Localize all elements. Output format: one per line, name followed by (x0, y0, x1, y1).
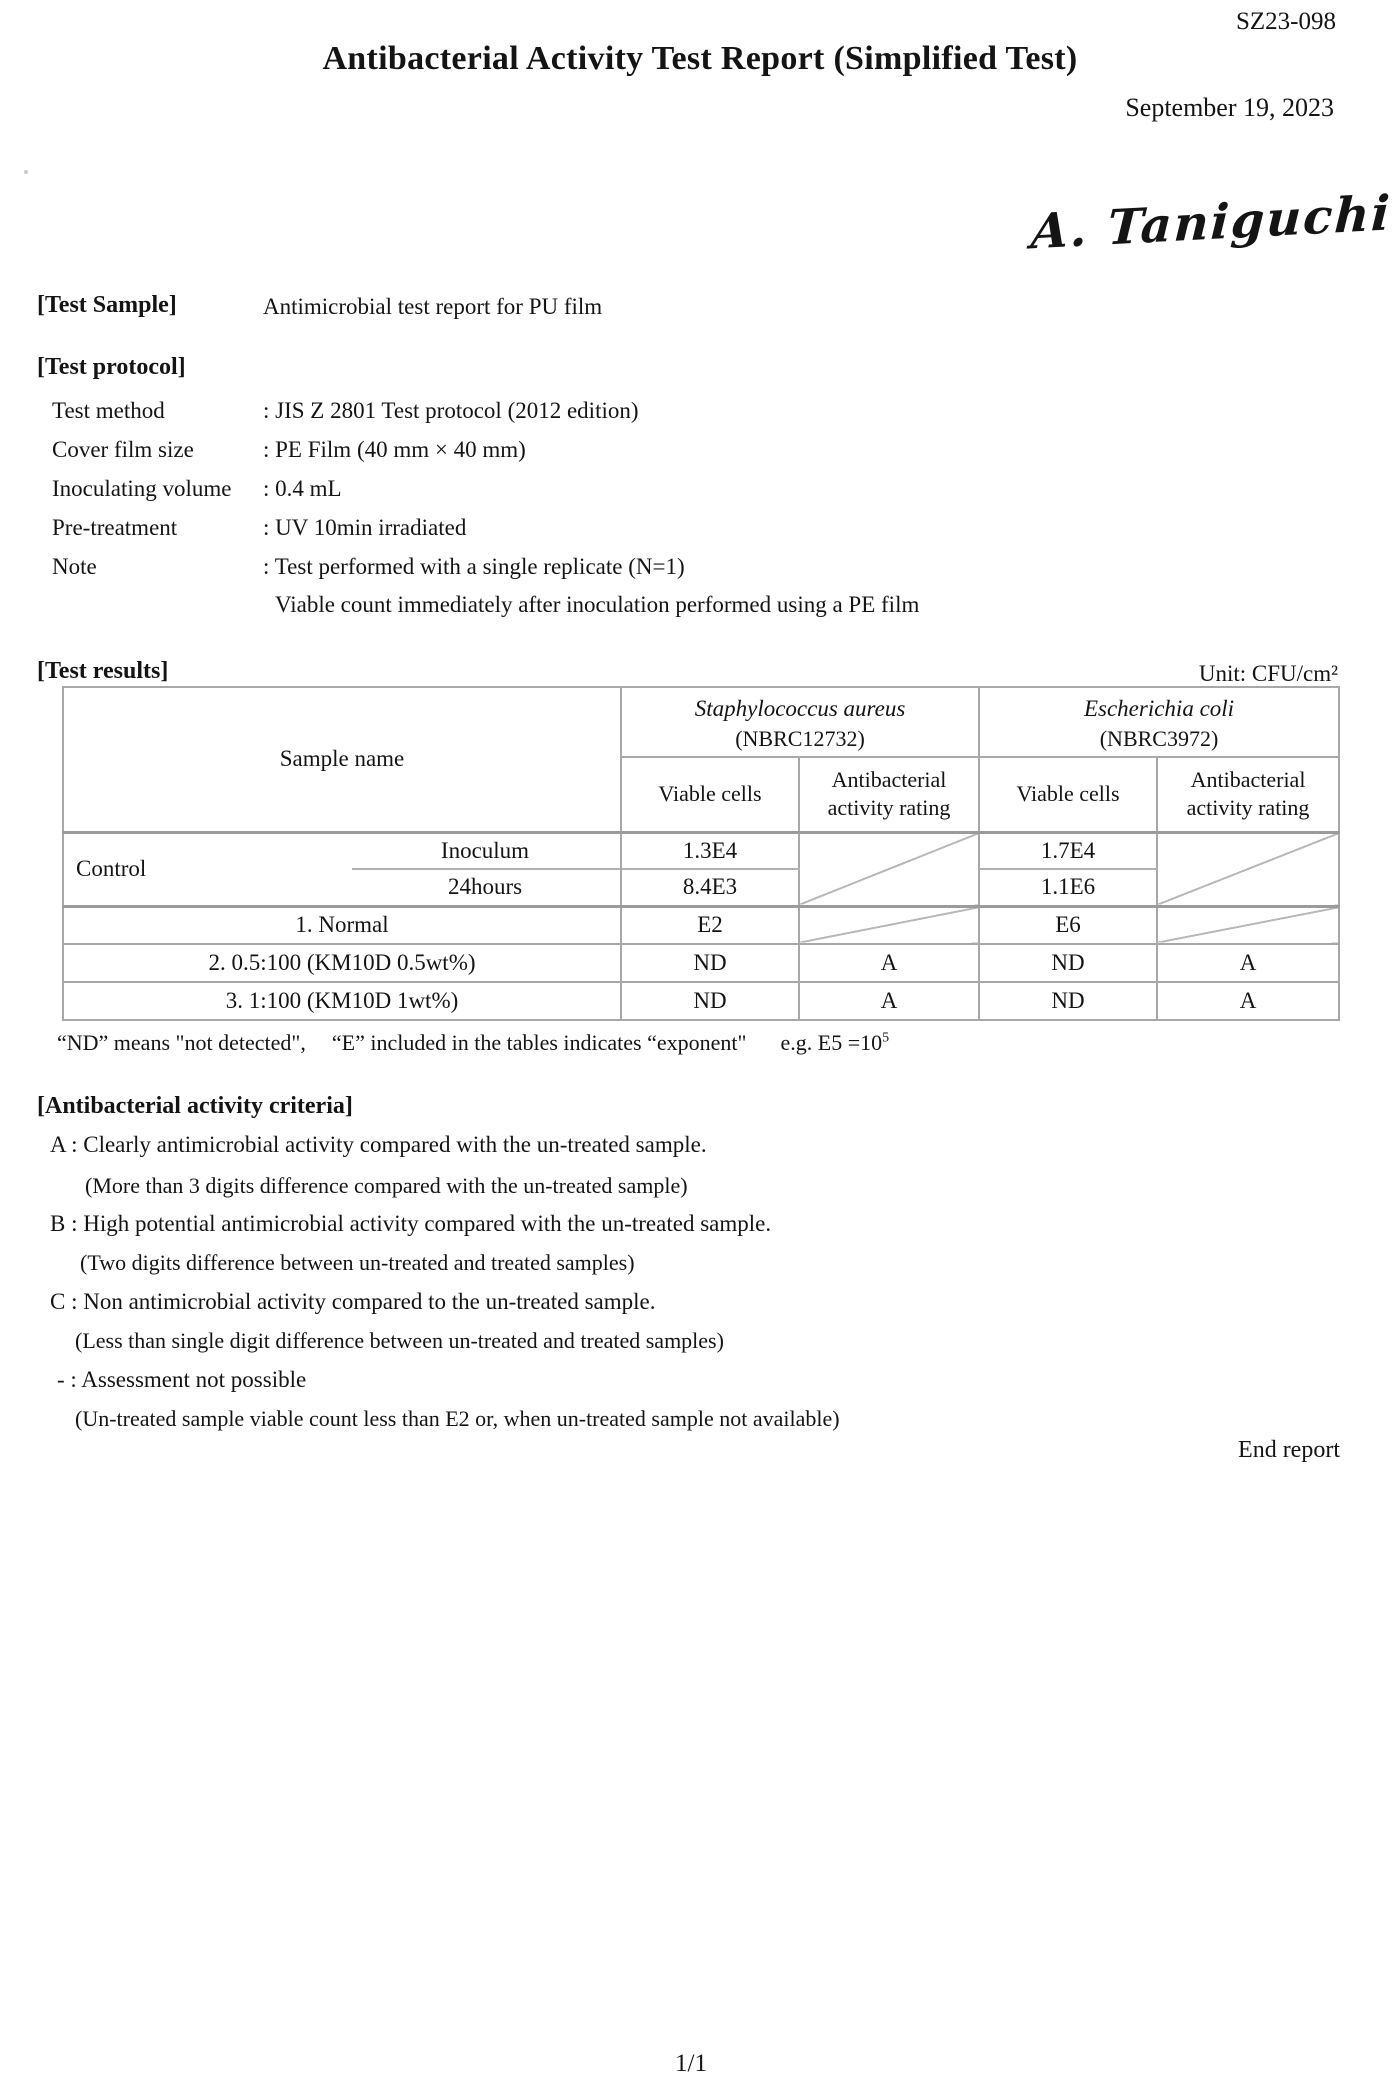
cell-ec-viable: 1.1E6 (979, 869, 1157, 906)
rating-line1: Antibacterial (1190, 766, 1306, 792)
species-name: Escherichia coli (1083, 696, 1235, 722)
end-report-label: End report (1238, 1437, 1340, 1463)
test-protocol-heading: [Test protocol] (37, 354, 186, 380)
rating-line2: activity rating (827, 795, 951, 821)
cell-sa-viable: 8.4E3 (621, 869, 799, 906)
cell-ec-viable: ND (979, 982, 1157, 1020)
results-table (62, 686, 1340, 1021)
control-sample-cell (63, 832, 621, 906)
criteria-code: C : (50, 1289, 78, 1314)
protocol-row-name: Inoculating volume (52, 476, 232, 501)
cell-ec-rating: A (1157, 944, 1339, 982)
table-row-control-inoculum (63, 832, 1339, 869)
cell-sample-name: 2. 0.5:100 (KM10D 0.5wt%) (63, 944, 621, 982)
cell-sa-viable: ND (621, 982, 799, 1020)
criteria-code: A : (50, 1132, 78, 1157)
header-species-ecoli (979, 687, 1339, 757)
species-name: Staphylococcus aureus (694, 696, 906, 722)
strain-code: (NBRC3972) (1099, 725, 1219, 751)
control-time-24hours: 24hours (447, 873, 523, 899)
diagonal-cell (1157, 906, 1339, 944)
footnote-part2: “E” included in the tables indicates “exponent" (331, 1030, 747, 1055)
document-number: SZ23-098 (1236, 8, 1336, 35)
criteria-item (57, 1367, 306, 1393)
header-sample-name: Sample name (63, 687, 621, 832)
criteria-desc: Assessment not possible (81, 1367, 307, 1392)
criteria-desc: Non antimicrobial activity compared to the un-treated sample. (83, 1289, 656, 1314)
protocol-row-value: : UV 10min irradiated (263, 515, 467, 540)
protocol-row-value: : Test performed with a single replicate (N=1) (263, 554, 685, 579)
criteria-item (50, 1289, 655, 1315)
scan-artifact-dot (24, 170, 28, 174)
rating-line1: Antibacterial (831, 766, 947, 792)
protocol-note-extra: Viable count immediately after inoculation performed using a PE film (275, 592, 920, 617)
footnote-part1: “ND” means "not detected", (57, 1030, 306, 1055)
cell-sample-name: 3. 1:100 (KM10D 1wt%) (63, 982, 621, 1020)
control-divider-line (352, 868, 620, 870)
protocol-row-name: Pre-treatment (52, 515, 178, 540)
table-row-sample (63, 944, 1339, 982)
header-species-saureus (621, 687, 979, 757)
criteria-detail: (Two digits difference between un-treated and treated samples) (80, 1250, 635, 1275)
criteria-item (50, 1132, 707, 1158)
control-time-inoculum: Inoculum (440, 838, 530, 864)
cell-ec-viable: 1.7E4 (979, 832, 1157, 869)
criteria-item (50, 1211, 771, 1237)
header-viable-cells-sa: Viable cells (621, 757, 799, 832)
criteria-desc: Clearly antimicrobial activity compared with the un-treated sample. (83, 1132, 707, 1157)
protocol-row-value: : 0.4 mL (263, 476, 342, 501)
cell-sa-viable: 1.3E4 (621, 832, 799, 869)
diagonal-cell (799, 906, 979, 944)
diagonal-cell (799, 832, 979, 906)
footnote-example-exponent: 5 (882, 1030, 890, 1046)
criteria-detail: (More than 3 digits difference compared with the un-treated sample) (85, 1173, 688, 1198)
cell-sa-rating: A (799, 982, 979, 1020)
control-label: Control (76, 856, 147, 881)
table-row-sample (63, 982, 1339, 1020)
protocol-row-name: Test method (52, 398, 165, 423)
criteria-code: - : (57, 1367, 77, 1392)
test-results-heading: [Test results] (37, 658, 169, 684)
table-footnote (57, 1030, 889, 1056)
rating-line2: activity rating (1186, 795, 1310, 821)
unit-label: Unit: CFU/cm² (1198, 661, 1338, 686)
protocol-row-name: Note (52, 554, 97, 579)
cell-sample-name: 1. Normal (63, 906, 621, 944)
cell-sa-viable: ND (621, 944, 799, 982)
protocol-row-value: : PE Film (40 mm × 40 mm) (263, 437, 526, 462)
cell-sa-viable: E2 (621, 906, 799, 944)
criteria-desc: High potential antimicrobial activity compared with the un-treated sample. (83, 1211, 772, 1236)
page-title: Antibacterial Activity Test Report (Simplified Test) (322, 40, 1078, 77)
criteria-detail: (Un-treated sample viable count less than E2 or, when un-treated sample not available) (75, 1406, 840, 1431)
protocol-row-value: : JIS Z 2801 Test protocol (2012 edition) (263, 398, 639, 423)
diagonal-cell (1157, 832, 1339, 906)
header-viable-cells-ec: Viable cells (979, 757, 1157, 832)
test-sample-heading: [Test Sample] (37, 292, 177, 318)
cell-ec-viable: E6 (979, 906, 1157, 944)
criteria-heading: [Antibacterial activity criteria] (37, 1093, 353, 1119)
cell-ec-viable: ND (979, 944, 1157, 982)
cell-sa-rating: A (799, 944, 979, 982)
table-row-sample (63, 906, 1339, 944)
cell-ec-rating: A (1157, 982, 1339, 1020)
criteria-detail: (Less than single digit difference between un-treated and treated samples) (75, 1328, 724, 1353)
header-rating-sa (799, 757, 979, 832)
table-header-row-species (63, 687, 1339, 757)
protocol-row-name: Cover film size (52, 437, 194, 462)
footnote-example: e.g. E5 =10 (780, 1030, 883, 1055)
strain-code: (NBRC12732) (735, 725, 865, 751)
test-sample-value: Antimicrobial test report for PU film (263, 294, 603, 319)
criteria-code: B : (50, 1211, 78, 1236)
page-number: 1/1 (675, 2050, 707, 2077)
handwritten-signature: A. Taniguchi (1029, 185, 1393, 261)
header-rating-ec (1157, 757, 1339, 832)
report-date: September 19, 2023 (1125, 93, 1334, 122)
